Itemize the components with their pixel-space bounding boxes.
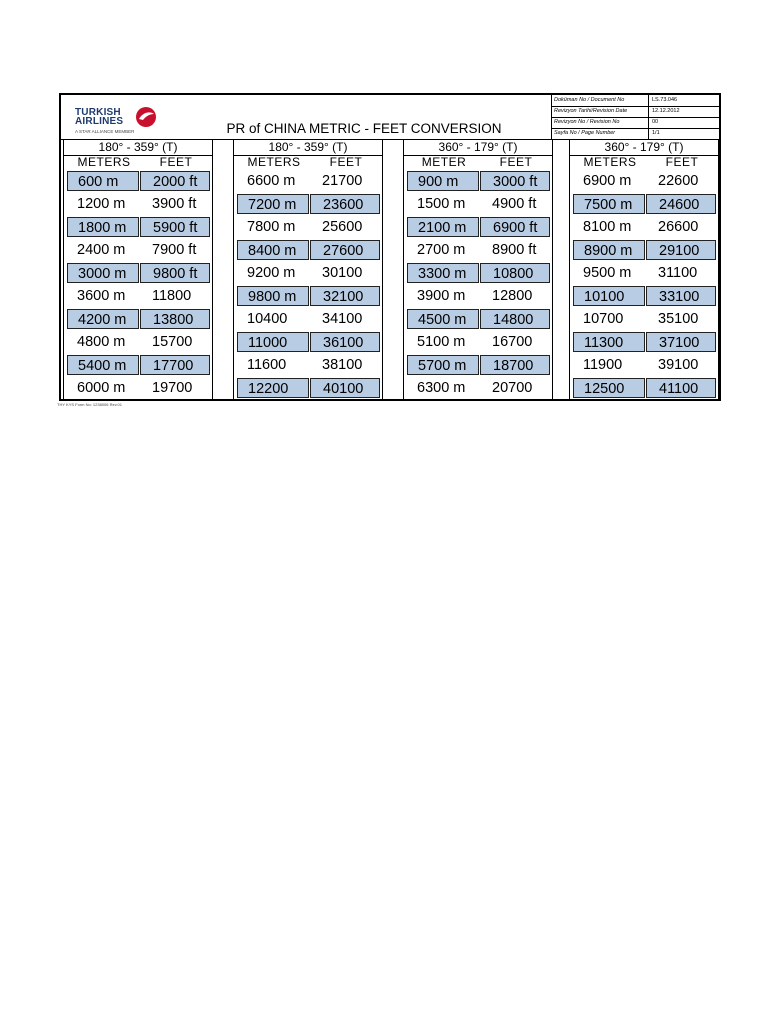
meters-cell: 7500 m [573, 194, 645, 214]
doc-info-label: Doküman No / Document No [554, 97, 625, 103]
feet-cell: 13800 [140, 309, 210, 329]
column-headers [570, 156, 718, 169]
meters-cell: 3000 m [67, 263, 139, 283]
conversion-block [403, 140, 553, 399]
table-row [404, 169, 552, 192]
conversion-block [63, 140, 213, 399]
meters-cell: 8900 m [573, 240, 645, 260]
feet-cell: 33100 [646, 286, 716, 306]
doc-info-label: Sayfa No / Page Number [554, 130, 616, 136]
feet-cell: 15700 [152, 334, 193, 350]
table-row [64, 215, 212, 238]
feet-cell: 19700 [152, 380, 193, 396]
meters-cell: 5100 m [417, 334, 466, 350]
table-row [570, 284, 718, 307]
conversion-sheet [59, 93, 721, 401]
meters-column-header: METERS [583, 155, 637, 169]
conversion-rows [234, 169, 382, 399]
feet-cell: 5900 ft [140, 217, 210, 237]
meters-cell: 9500 m [583, 265, 632, 281]
column-headers [234, 156, 382, 169]
meters-cell: 9800 m [237, 286, 309, 306]
doc-info-value: 00 [648, 117, 720, 128]
table-row [64, 307, 212, 330]
meters-cell: 11000 [237, 332, 309, 352]
meters-cell: 6900 m [583, 173, 632, 189]
meters-column-header: METER [421, 155, 467, 169]
table-row [234, 238, 382, 261]
logo-line-2: AIRLINES [75, 116, 124, 127]
feet-cell: 27600 [310, 240, 380, 260]
table-row [234, 261, 382, 284]
feet-cell: 4900 ft [492, 196, 537, 212]
feet-cell: 37100 [646, 332, 716, 352]
feet-cell: 31100 [658, 265, 698, 281]
block-heading: 180° - 359° (T) [64, 140, 212, 156]
table-row [404, 261, 552, 284]
conversion-rows [404, 169, 552, 399]
feet-cell: 35100 [658, 311, 699, 327]
feet-cell: 17700 [140, 355, 210, 375]
meters-cell: 8100 m [583, 219, 632, 235]
feet-cell: 29100 [646, 240, 716, 260]
feet-cell: 18700 [480, 355, 550, 375]
meters-cell: 10100 [573, 286, 645, 306]
table-row [64, 330, 212, 353]
feet-cell: 6900 ft [480, 217, 550, 237]
table-row [570, 353, 718, 376]
table-row [234, 353, 382, 376]
meters-cell: 10700 [583, 311, 624, 327]
feet-cell: 16700 [492, 334, 533, 350]
meters-cell: 7800 m [247, 219, 296, 235]
feet-cell: 34100 [322, 311, 363, 327]
feet-column-header: FEET [665, 155, 699, 169]
table-row [404, 376, 552, 399]
table-row [404, 353, 552, 376]
doc-info-value: 1/1 [648, 128, 720, 139]
table-row [404, 307, 552, 330]
table-row [404, 215, 552, 238]
feet-cell: 22600 [658, 173, 699, 189]
table-row [64, 376, 212, 399]
meters-cell: 7200 m [237, 194, 309, 214]
meters-cell: 2400 m [77, 242, 126, 258]
table-row [570, 215, 718, 238]
doc-info-label: Revizyon No / Revision No [554, 119, 620, 125]
meters-cell: 11900 [583, 357, 623, 373]
table-row [570, 261, 718, 284]
meters-cell: 9200 m [247, 265, 296, 281]
table-row [570, 307, 718, 330]
feet-cell: 2000 ft [140, 171, 210, 191]
table-row [404, 192, 552, 215]
column-headers [64, 156, 212, 169]
table-row [570, 238, 718, 261]
doc-info-value: LS.73.046 [648, 95, 720, 106]
page-title: PR of CHINA METRIC - FEET CONVERSION [226, 121, 502, 136]
meters-cell: 4500 m [407, 309, 479, 329]
feet-cell: 25600 [322, 219, 363, 235]
meters-cell: 3900 m [417, 288, 466, 304]
feet-cell: 3000 ft [480, 171, 550, 191]
feet-cell: 23600 [310, 194, 380, 214]
table-row [64, 284, 212, 307]
meters-cell: 1200 m [77, 196, 126, 212]
meters-cell: 5400 m [67, 355, 139, 375]
meters-cell: 3300 m [407, 263, 479, 283]
feet-cell: 36100 [310, 332, 380, 352]
table-row [404, 238, 552, 261]
conversion-block [233, 140, 383, 399]
turkish-airlines-logo [73, 105, 183, 137]
table-row [234, 307, 382, 330]
feet-column-header: FEET [159, 155, 193, 169]
meters-cell: 1800 m [67, 217, 139, 237]
table-row [570, 376, 718, 399]
meters-cell: 1500 m [417, 196, 466, 212]
meters-cell: 6000 m [77, 380, 126, 396]
meters-cell: 900 m [407, 171, 479, 191]
table-row [570, 169, 718, 192]
meters-cell: 8400 m [237, 240, 309, 260]
feet-cell: 7900 ft [152, 242, 197, 258]
form-footnote: THY KYS Form No: 1238006 Rev.01 [57, 402, 122, 407]
block-heading: 360° - 179° (T) [570, 140, 718, 156]
feet-cell: 30100 [322, 265, 363, 281]
table-row [234, 376, 382, 399]
table-row [64, 192, 212, 215]
column-headers [404, 156, 552, 169]
feet-cell: 8900 ft [492, 242, 537, 258]
feet-cell: 32100 [310, 286, 380, 306]
table-row [64, 169, 212, 192]
table-row [234, 330, 382, 353]
feet-cell: 12800 [492, 288, 533, 304]
meters-column-header: METERS [247, 155, 301, 169]
meters-cell: 10400 [247, 311, 288, 327]
logo-tagline: A STAR ALLIANCE MEMBER [75, 129, 135, 134]
table-row [64, 238, 212, 261]
feet-column-header: FEET [499, 155, 533, 169]
table-row [570, 330, 718, 353]
feet-cell: 3900 ft [152, 196, 197, 212]
feet-cell: 14800 [480, 309, 550, 329]
feet-cell: 21700 [322, 173, 363, 189]
feet-column-header: FEET [329, 155, 363, 169]
conversion-block [569, 140, 719, 399]
meters-column-header: METERS [77, 155, 131, 169]
table-row [234, 192, 382, 215]
doc-info-label: Revizyon Tarihi/Revision Date [554, 108, 628, 114]
block-heading: 180° - 359° (T) [234, 140, 382, 156]
feet-cell: 11800 [152, 288, 192, 304]
table-row [404, 330, 552, 353]
feet-cell: 24600 [646, 194, 716, 214]
document-info-table [551, 95, 720, 139]
meters-cell: 600 m [67, 171, 139, 191]
conversion-rows [64, 169, 212, 399]
feet-cell: 39100 [658, 357, 699, 373]
meters-cell: 6300 m [417, 380, 466, 396]
meters-cell: 2100 m [407, 217, 479, 237]
table-row [64, 353, 212, 376]
conversion-rows [570, 169, 718, 399]
feet-cell: 20700 [492, 380, 533, 396]
meters-cell: 11300 [573, 332, 645, 352]
table-row [234, 215, 382, 238]
meters-cell: 3600 m [77, 288, 126, 304]
feet-cell: 10800 [480, 263, 550, 283]
feet-cell: 40100 [310, 378, 380, 398]
meters-cell: 12500 [573, 378, 645, 398]
doc-info-value: 12.12.2012 [648, 106, 720, 117]
feet-cell: 38100 [322, 357, 363, 373]
meters-cell: 6600 m [247, 173, 296, 189]
meters-cell: 2700 m [417, 242, 466, 258]
logo-bird-icon [133, 106, 159, 128]
table-row [404, 284, 552, 307]
feet-cell: 9800 ft [140, 263, 210, 283]
feet-cell: 26600 [658, 219, 699, 235]
table-row [570, 192, 718, 215]
logo-text [75, 108, 123, 126]
meters-cell: 5700 m [407, 355, 479, 375]
table-row [64, 261, 212, 284]
meters-cell: 12200 [237, 378, 309, 398]
block-heading: 360° - 179° (T) [404, 140, 552, 156]
table-row [234, 169, 382, 192]
meters-cell: 4800 m [77, 334, 126, 350]
meters-cell: 11600 [247, 357, 287, 373]
logo-line-1: TURKISH [75, 107, 121, 118]
table-row [234, 284, 382, 307]
meters-cell: 4200 m [67, 309, 139, 329]
feet-cell: 41100 [646, 378, 716, 398]
